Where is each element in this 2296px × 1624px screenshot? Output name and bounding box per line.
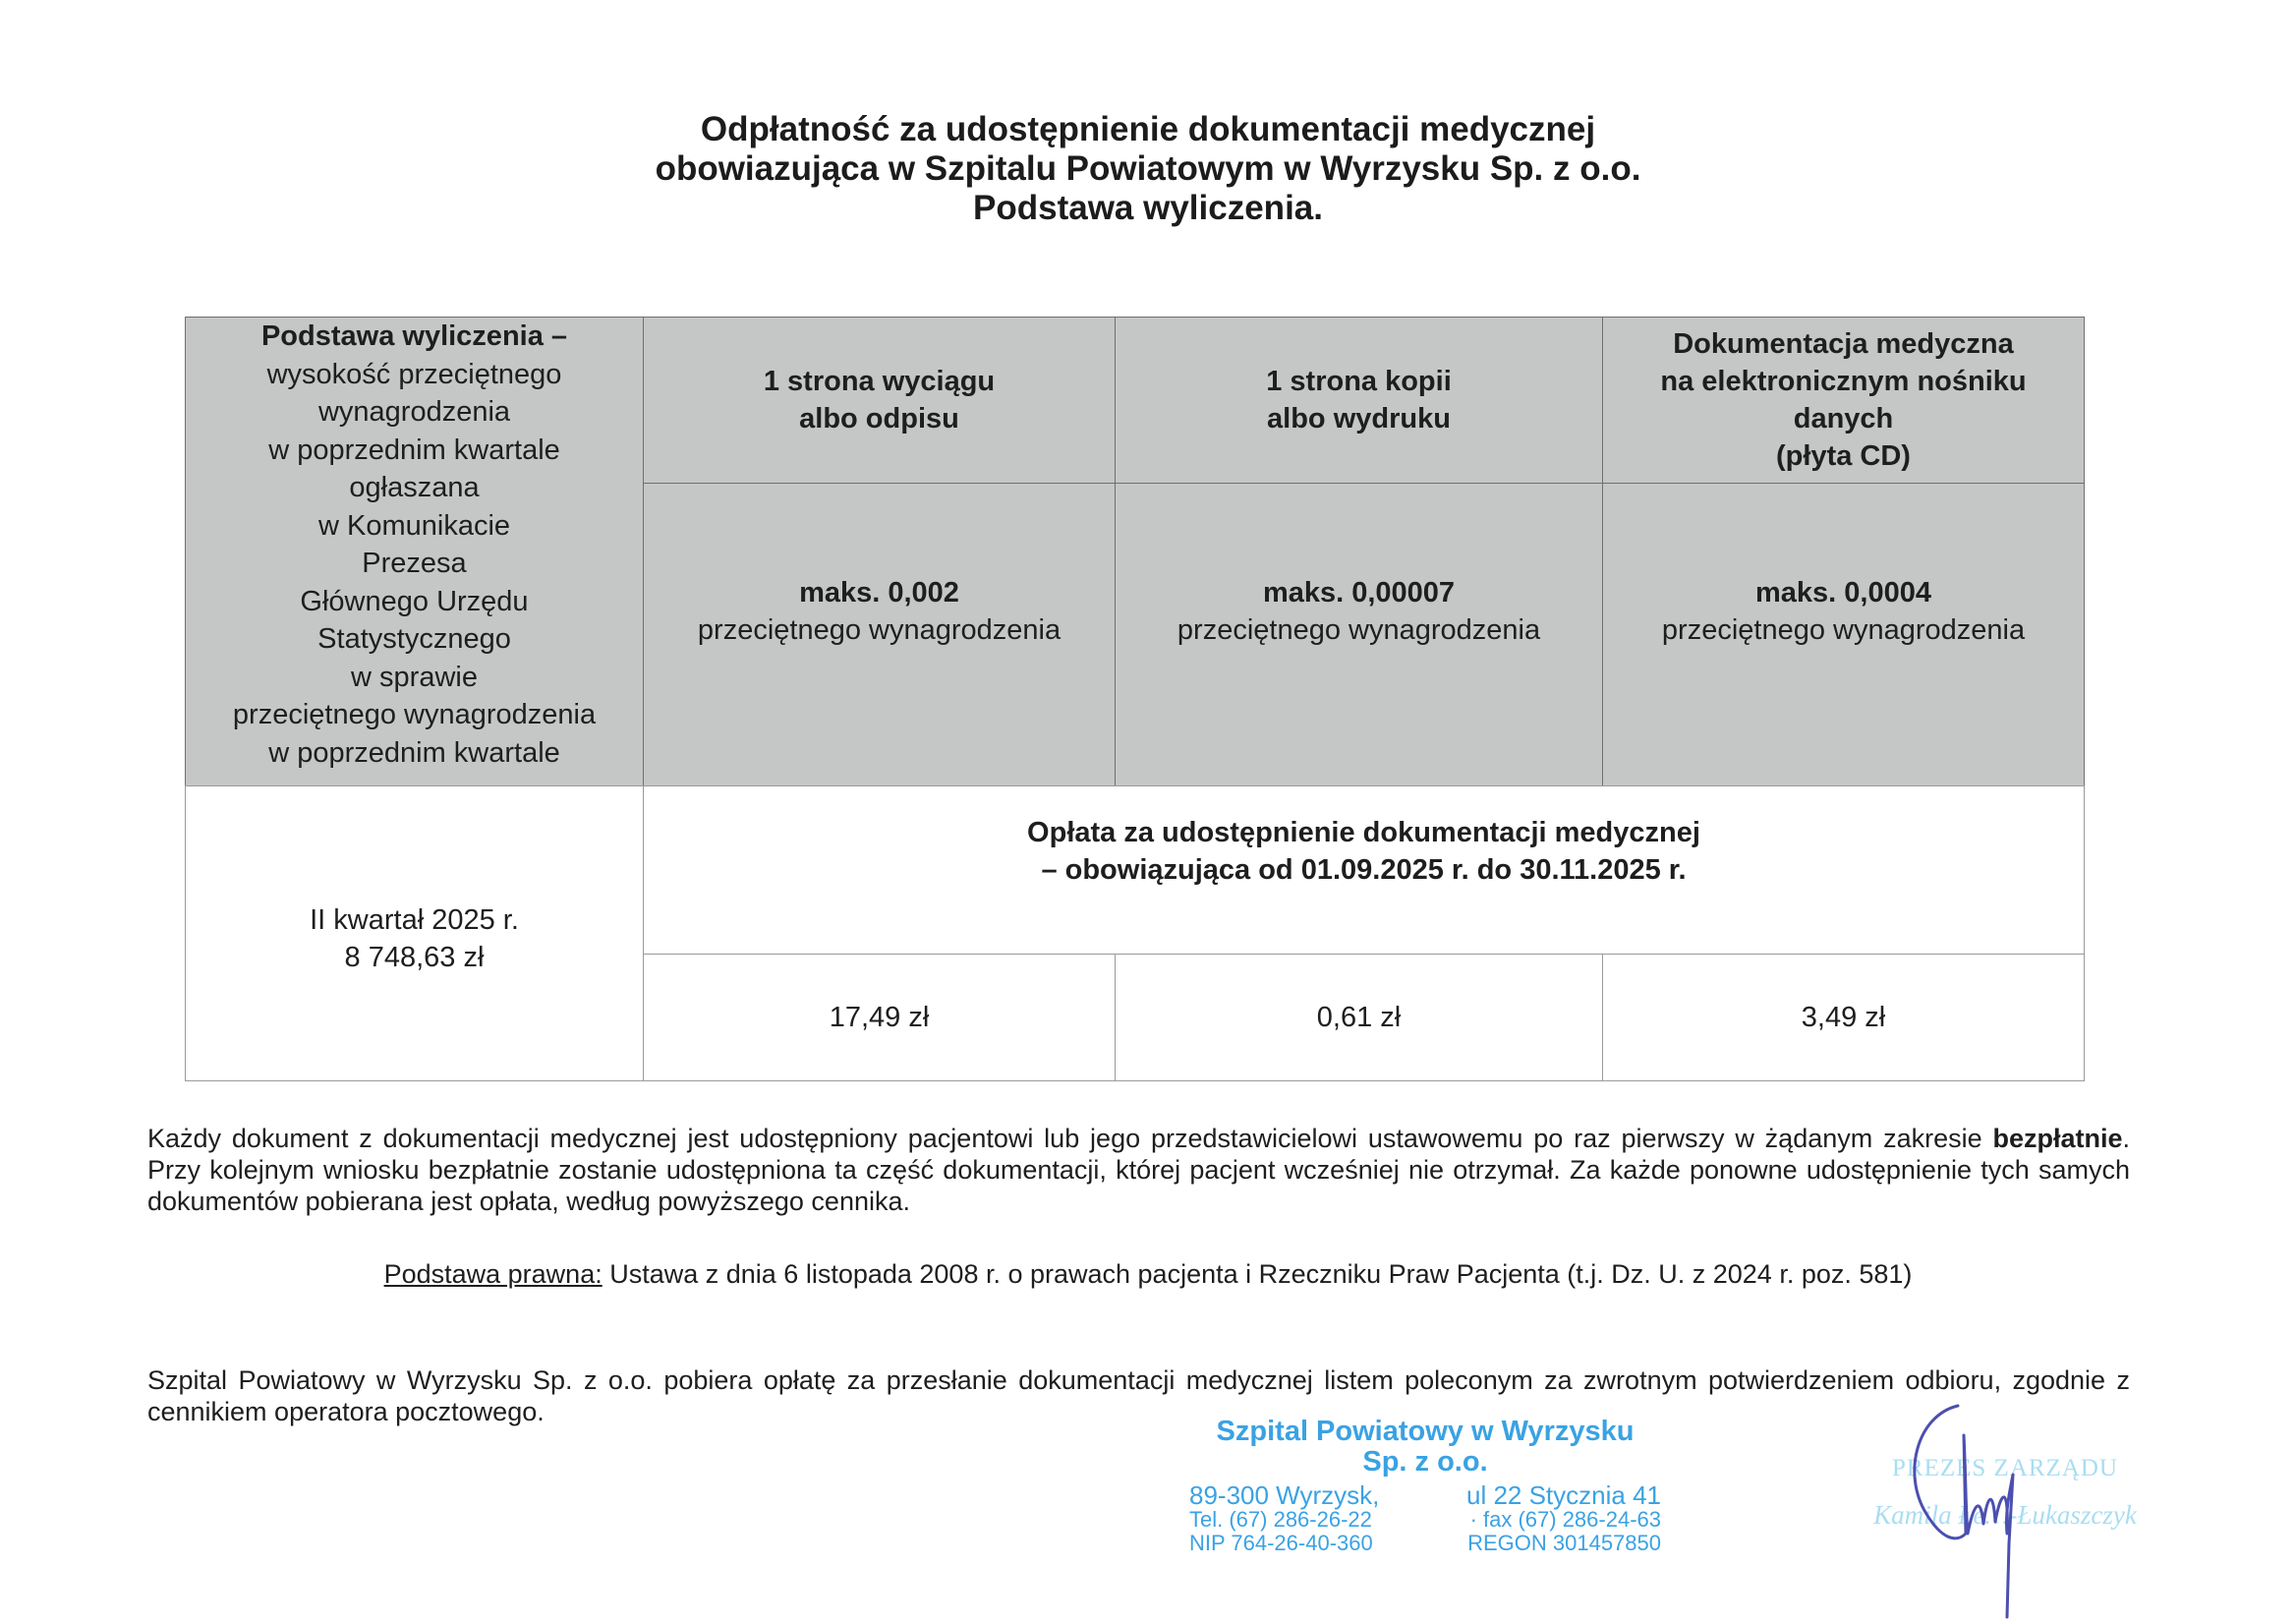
paragraph-text: . Przy kolejnym wniosku bezpłatnie zostanie udostępniona ta część dokumentacji, której pacjent wcześniej nie otrzymał. Za każde ponowne udostępnienie tych samych dokumentów pobierana jest opłata, według powyższego cennika.: [147, 1124, 2130, 1216]
column-header-line: 1 strona kopii: [1266, 366, 1452, 397]
postal-fee-paragraph: Szpital Powiatowy w Wyrzysku Sp. z o.o. pobiera opłatę za przesłanie dokumentacji medycznej listem poleconym za zwrotnym potwierdzeniem odbioru, zgodnie z cennikiem operatora pocztowego.: [147, 1365, 2130, 1426]
legal-basis-text: Ustawa z dnia 6 listopada 2008 r. o prawach pacjenta i Rzeczniku Praw Pacjenta (t.j. Dz. U. z 2024 r. poz. 581): [602, 1259, 1913, 1289]
fee-value: 3,49 zł: [1801, 1002, 1886, 1033]
multiplier-unit: przeciętnego wynagrodzenia: [1661, 613, 2026, 646]
multiplier-unit: przeciętnego wynagrodzenia: [697, 613, 1062, 646]
column-header-line: albo wydruku: [1267, 403, 1451, 435]
title-line-2: obowiazująca w Szpitalu Powiatowym w Wyrzysku Sp. z o.o.: [655, 149, 1641, 188]
title-line-3: Podstawa wyliczenia.: [973, 189, 1323, 227]
paragraph-text: Każdy dokument z dokumentacji medycznej jest udostępniony pacjentowi lub jego przedstawicielowi ustawowemu po raz pierwszy w żądanym zakresie: [147, 1124, 1993, 1153]
column-header-line: 1 strona wyciągu: [763, 366, 996, 397]
column-header-line: (płyta CD): [1776, 440, 1911, 472]
seal-name: Kamila Łe…-Łukaszczyk: [1873, 1500, 2137, 1530]
basis-header-line: ogłaszana: [349, 472, 480, 503]
free-access-paragraph: [147, 1123, 2130, 1217]
title-line-1: Odpłatność za udostępnienie dokumentacji medycznej: [700, 110, 1596, 148]
fee-header-line-1: Opłata za udostępnienie dokumentacji medycznej: [1027, 817, 1700, 848]
basis-header-line: w poprzednim kwartale: [268, 434, 560, 466]
stamp-name: Szpital Powiatowy w Wyrzysku: [1216, 1416, 1635, 1447]
stamp-tel: Tel. (67) 286-26-22: [1189, 1507, 1372, 1532]
stamp-address-row: [1189, 1482, 1661, 1508]
legal-basis-label: Podstawa prawna:: [383, 1259, 603, 1289]
column-header-line: Dokumentacja medyczna: [1673, 328, 2014, 360]
multiplier-cell-extract: [643, 483, 1116, 786]
stamp-phone-row: [1189, 1508, 1661, 1532]
multiplier-value: maks. 0,002: [799, 576, 959, 609]
hospital-stamp: [1189, 1416, 1661, 1555]
quarter-label: II kwartał 2025 r.: [310, 903, 519, 936]
basis-header-bold: Podstawa wyliczenia –: [260, 320, 568, 352]
stamp-regon: REGON 301457850: [1467, 1531, 1661, 1555]
stamp-fax: · fax (67) 286-24-63: [1469, 1507, 1661, 1532]
column-header-copy: [1115, 317, 1603, 484]
fee-table: [185, 317, 2085, 1081]
basis-header-line: wysokość przeciętnego: [266, 358, 562, 390]
quarter-cell: [185, 785, 644, 1081]
legal-basis-paragraph: [0, 1258, 2296, 1290]
seal-role: PREZES ZARZĄDU: [1892, 1455, 2118, 1481]
basis-header-line: w sprawie: [351, 661, 478, 693]
basis-header-line: przeciętnego wynagrodzenia: [232, 699, 597, 730]
column-header-line: na elektronicznym nośniku: [1660, 366, 2027, 397]
multiplier-value: maks. 0,0004: [1755, 576, 1931, 609]
basis-header-cell: [185, 317, 644, 786]
fee-value: 17,49 zł: [829, 1002, 930, 1033]
signature-icon: [1897, 1396, 2035, 1622]
multiplier-unit: przeciętnego wynagrodzenia: [1177, 613, 1541, 646]
column-header-electronic: [1602, 317, 2085, 484]
basis-header-line: Głównego Urzędu: [300, 585, 529, 617]
fee-header-line-2: – obowiązująca od 01.09.2025 r. do 30.11.2025 r.: [1041, 854, 1687, 886]
stamp-city: 89-300 Wyrzysk,: [1189, 1480, 1380, 1510]
basis-header-line: wynagrodzenia: [317, 396, 511, 428]
basis-header-line: Statystycznego: [317, 623, 511, 655]
fee-header-cell: [643, 785, 2085, 955]
paragraph-bold-text: bezpłatnie: [1992, 1124, 2123, 1153]
fee-cell-electronic: [1602, 954, 2085, 1081]
stamp-nip: NIP 764-26-40-360: [1189, 1531, 1373, 1555]
stamp-street: ul 22 Stycznia 41: [1465, 1480, 1661, 1510]
document-title: [0, 110, 2296, 228]
column-header-line: albo odpisu: [799, 403, 959, 435]
quarter-amount: 8 748,63 zł: [344, 941, 485, 973]
basis-header-line: w poprzednim kwartale: [268, 736, 560, 769]
multiplier-value: maks. 0,00007: [1262, 576, 1456, 609]
basis-header-line: Prezesa: [362, 548, 467, 579]
fee-value: 0,61 zł: [1316, 1002, 1402, 1033]
multiplier-cell-copy: [1115, 483, 1603, 786]
basis-header-line: w Komunikacie: [317, 509, 511, 542]
fee-cell-extract: [643, 954, 1116, 1081]
stamp-ids-row: [1189, 1532, 1661, 1555]
column-header-line: danych: [1793, 403, 1894, 435]
stamp-legal-form: Sp. z o.o.: [1362, 1446, 1488, 1478]
column-header-extract: [643, 317, 1116, 484]
multiplier-cell-electronic: [1602, 483, 2085, 786]
fee-cell-copy: [1115, 954, 1603, 1081]
